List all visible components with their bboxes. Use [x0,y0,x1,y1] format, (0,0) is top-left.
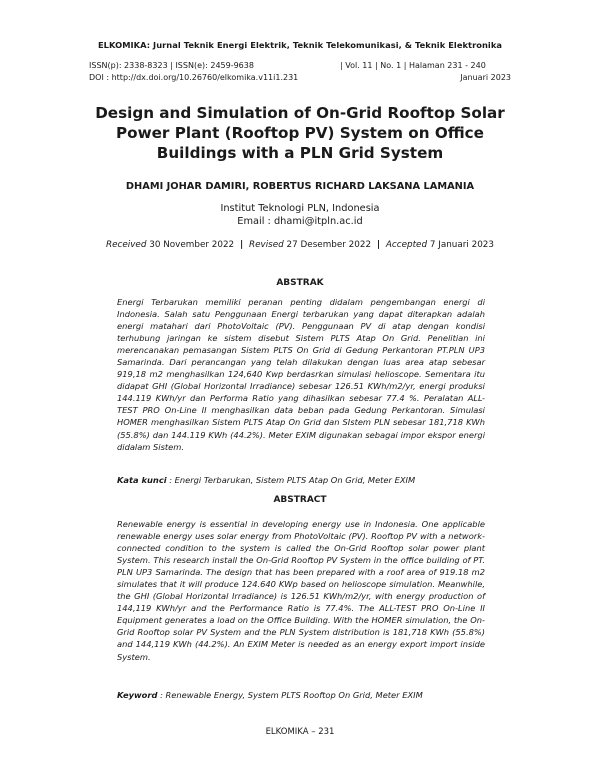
article-dates [0,240,600,250]
journal-name: ELKOMIKA: Jurnal Teknik Energi Elektrik, Teknik Telekomunikasi, & Teknik Elektronika [97,40,503,50]
authors: DHAMI JOHAR DAMIRI, ROBERTUS RICHARD LAKSANA LAMANIA [125,181,475,192]
received-label: Received [106,240,147,250]
abstract-text: Renewable energy is essential in developing energy use in Indonesia. One applicable renewable energy uses solar energy from PhotoVoltaic (PV). Rooftop PV with a network-connected condition to the system is called the On-Grid Rooftop solar power plant System. This research install the On-Grid Rooftop PV System in the office building of PT. PLN UP3 Samarinda. The design that has been prepared with a roof area of 919.18 m2 simulates that it will produce 124.640 KWp based on helioscope simulation. Meanwhile, the GHI (Global Horizontal Irradiance) is 126.51 KWh/m2/yr, with energy production of 144,119 KWh/yr and the Performance Ratio is 77.4%. The ALL-TEST PRO On-Line II Equipment generates a load on the Office Building. With the HOMER simulation, the On-Grid Rooftop solar PV System and the PLN System distribution is 181,718 KWh (55.8%) and 144,119 KWh (44.2%). An EXIM Meter is needed as an energy export import inside System. [117,519,485,662]
paper-title: Design and Simulation of On-Grid Rooftop Solar Power Plant (Rooftop PV) System on Office Buildings with a PLN Grid System [95,104,505,162]
kata-kunci-label: Kata kunci [117,475,167,485]
affiliation: Institut Teknologi PLN, Indonesia [220,203,380,214]
keyword-values: : Renewable Energy, System PLTS Rooftop On Grid, Meter EXIM [160,690,423,700]
revised-label: Revised [248,240,284,250]
revised-date: 27 Desember 2022 [286,240,372,250]
date-separator: | [239,240,244,250]
issn: ISSN(p): 2338-8323 | ISSN(e): 2459-9638 [89,61,254,70]
doi[interactable]: DOI : http://dx.doi.org/10.26760/elkomika.v11i1.231 [89,73,299,82]
issue-date: Januari 2023 [460,73,511,82]
abstrak-heading: ABSTRAK [276,278,324,288]
keyword [117,690,497,700]
date-separator: | [376,240,381,250]
kata-kunci-values: : Energi Terbarukan, Sistem PLTS Atap On Grid, Meter EXIM [169,475,416,485]
accepted-date: 7 Januari 2023 [429,240,494,250]
received-date: 30 November 2022 [149,240,235,250]
abstract-heading: ABSTRACT [273,495,327,505]
email[interactable]: Email : dhami@itpln.ac.id [237,216,363,227]
abstrak-text: Energi Terbarukan memiliki peranan penting didalam pengembangan energi di Indonesia. Salah satu Penggunaan Energi terbarukan yang dapat diterapkan adalah energi matahari dari PhotoVoltaic (PV). Penggunaan PV di atap dengan kondisi terhubung jaringan ke sistem disebut Sistem PLTS Atap On Grid. Penelitian ini merencanakan pemasangan Sistem PLTS On Grid di Gedung Perkantoran PT.PLN UP3 Samarinda. Dari perancangan yang telah dilakukan dengan luas area atap sebesar 919,18 m2 menghasilkan 124,640 Kwp berdasrkan simulasi helioscope. Sementara itu didapat GHI (Global Horizontal Irradiance) sebesar 126.51 KWh/m2/yr, energi produksi 144.119 KWh/yr dan Performa Ratio yang dihasilkan sebesar 77.4 %. Peralatan ALL-TEST PRO On-Line II menghasilkan data beban pada Gedung Perkantoran. Simulasi HOMER menghasilkan Sistem PLTS Atap On Grid dan SIstem PLN sebesar 181,718 KWh (55.8%) dan 144.119 KWh (44.2%). Meter EXIM digunakan sebagai impor ekspor energi didalam Sistem. [117,297,485,452]
volume-info: | Vol. 11 | No. 1 | Halaman 231 - 240 [340,61,486,70]
page-footer: ELKOMIKA – 231 [265,727,335,737]
accepted-label: Accepted [385,240,428,250]
kata-kunci [117,475,497,485]
keyword-label: Keyword [117,690,158,700]
